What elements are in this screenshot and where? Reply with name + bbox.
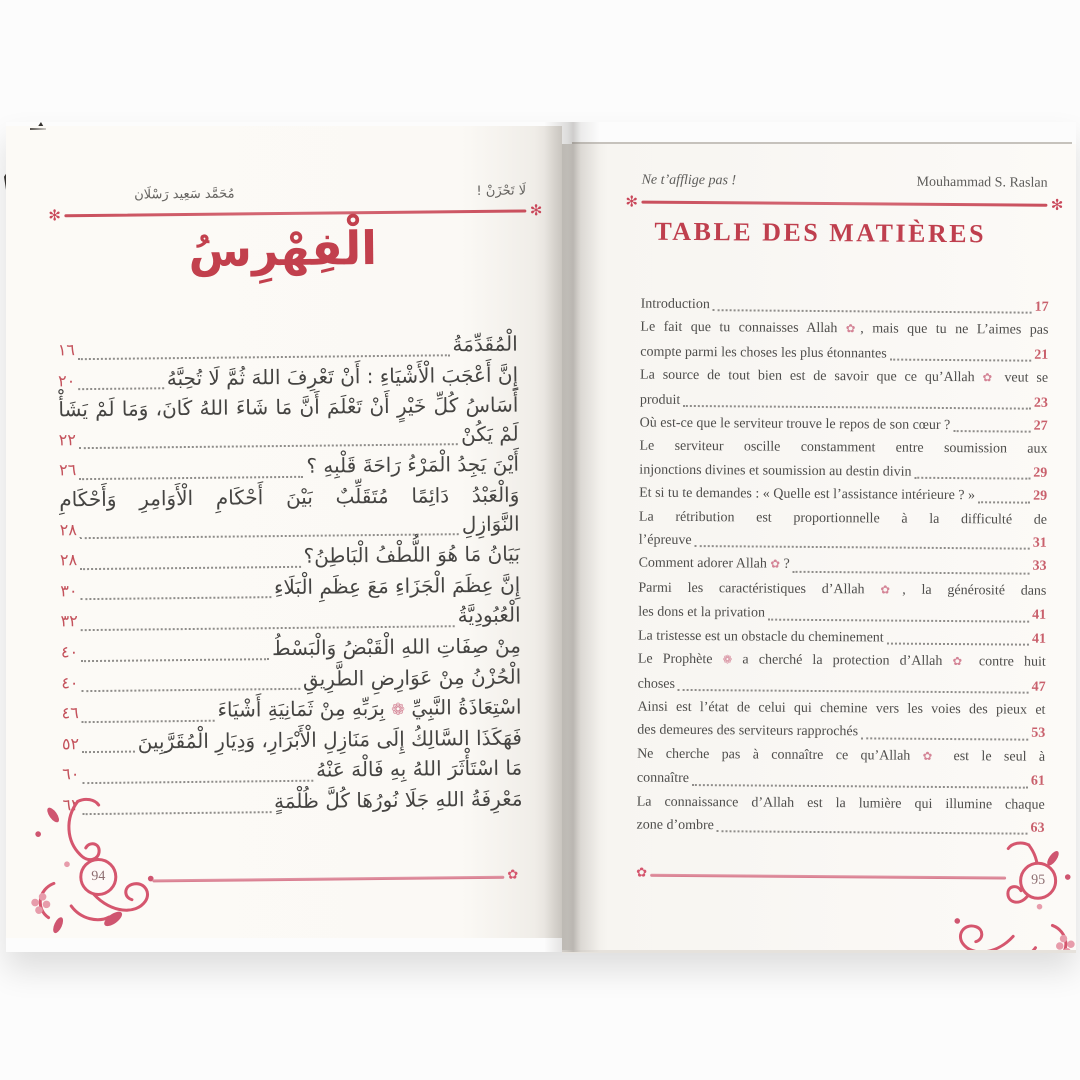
toc-entry-line	[59, 509, 519, 544]
toc-page-number: 31	[1032, 535, 1047, 551]
toc-entry-text: بَيَانُ مَا هُوَ اللُّطْفُ الْبَاطِنُ؟	[303, 541, 521, 568]
toc-entry-text: La connaissance d’Allah est la lumière qui illumine chaque	[636, 794, 1045, 813]
dotted-leader	[78, 354, 450, 360]
toc-entry-text: الْمُقَدِّمَةُ	[452, 331, 518, 357]
toc-entry-text: مَعْرِفَةُ اللهِ جَلَا نُورُهَا كُلَّ ظُلْمَةٍ	[273, 786, 523, 814]
header-rule	[625, 192, 1064, 214]
toc-entry-text: Le serviteur oscille constamment entre soumission aux	[639, 439, 1048, 458]
toc-page-number: 27	[1033, 418, 1048, 434]
toc-page-number: ١٦	[57, 340, 76, 360]
toc-page-number: ٢٨	[59, 519, 77, 539]
toc-entry-line	[638, 672, 1046, 699]
toc-entry-line	[641, 293, 1049, 320]
dotted-leader	[80, 566, 300, 570]
toc-entry-line	[59, 481, 519, 514]
toc-entry-line	[58, 360, 518, 395]
dotted-leader	[861, 737, 1028, 740]
toc-page-number: ٢٦	[58, 460, 77, 480]
floral-flourish	[929, 835, 1076, 953]
toc-entry-line	[58, 330, 518, 365]
toc-entry-text: produit	[639, 392, 681, 408]
open-book	[6, 122, 1076, 952]
toc-entry-line	[638, 624, 1046, 651]
toc-entry-line	[640, 388, 1048, 415]
book-spine-shadow	[544, 122, 600, 952]
toc-page-number: ٤٠	[61, 672, 79, 692]
toc-entry-text: Où est-ce que le serviteur trouve le repos de son cœur ?	[639, 415, 951, 434]
toc-page-number: ٢٨	[59, 550, 78, 570]
toc-entry-text: Introduction	[640, 296, 710, 313]
toc-entry-text: La source de tout bien est de savoir que ce qu’Allah ✿ veut se	[640, 367, 1049, 387]
toc-entry-line	[61, 693, 521, 728]
toc-entry-line	[59, 450, 519, 485]
left-page-header	[64, 183, 526, 203]
footer-rule	[152, 867, 519, 883]
toc-entry-text: connaître	[636, 770, 690, 787]
toc-entry-line	[637, 742, 1045, 770]
dotted-leader	[81, 625, 455, 631]
rule-ornament-icon: ✻	[529, 201, 543, 220]
toc-entry-text: Ainsi est l’état de celui qui chemine vers les voies des pieux et	[637, 699, 1046, 718]
right-page-header	[642, 173, 1048, 192]
toc-entry-line	[640, 340, 1048, 367]
left-header-author: مُحَمَّد سَعِيد رَسْلَان	[134, 186, 235, 203]
toc-entry-line	[640, 412, 1048, 439]
line-flower-icon: ✿	[636, 865, 648, 881]
toc-entry-line	[639, 529, 1047, 556]
toc-page-number: 41	[1031, 631, 1047, 647]
dotted-leader	[79, 444, 458, 450]
toc-entry-line	[638, 576, 1046, 604]
french-toc-list	[636, 293, 1048, 841]
toc-entry-line	[60, 570, 520, 605]
toc-entry-text: اسْتِعَاذَةُ النَّبِيِّ ❁ بِرَبِّهِ مِنْ ثَمَانِيَةِ أَشْيَاءَ	[217, 694, 522, 722]
toc-page-number: 61	[1030, 773, 1045, 789]
toc-page-number: ٣٢	[60, 611, 78, 631]
toc-entry-text: les dons et la privation	[638, 604, 766, 621]
dotted-leader	[692, 784, 1028, 789]
toc-entry-text: injonctions divines et soumission au destin divin	[639, 462, 912, 480]
allah-symbol-icon: ✿	[770, 559, 781, 572]
toc-entry-line	[59, 419, 519, 454]
dotted-leader	[81, 596, 272, 600]
dotted-leader	[82, 751, 135, 754]
toc-entry-text: des demeures des serviteurs rapprochés	[637, 722, 859, 740]
toc-entry-text: Le fait que tu connaisses Allah ✿, mais que tu ne L’aimes pas	[640, 320, 1049, 339]
right-page	[562, 144, 1076, 953]
dotted-leader	[793, 571, 1030, 575]
dotted-leader	[80, 533, 459, 539]
allah-symbol-icon: ✿	[922, 750, 942, 763]
toc-entry-line	[62, 723, 522, 758]
toc-page-number: 63	[1030, 820, 1045, 836]
toc-page-number: 41	[1032, 607, 1047, 624]
rule-ornament-icon: ✻	[48, 206, 62, 225]
page-number-left: 94	[79, 858, 117, 896]
toc-page-number: 47	[1031, 679, 1046, 695]
toc-entry-text: وَالْعَبْدُ دَائِمًا مُتَقَلِّبٌ بَيْنَ أَحْكَامِ الْأَوَامِرِ وَأَحْكَامِ	[59, 482, 520, 512]
toc-entry-line	[637, 719, 1045, 746]
allah-symbol-icon: ✿	[845, 323, 861, 336]
dotted-leader	[713, 310, 1032, 315]
toc-entry-text: l’épreuve	[638, 532, 692, 549]
toc-entry-line	[639, 482, 1047, 509]
toc-page-number: ٣٠	[60, 580, 78, 601]
right-page-title: TABLE DES MATIÈRES	[654, 216, 987, 249]
arabic-toc-list	[58, 330, 523, 820]
toc-entry-line	[640, 316, 1048, 344]
toc-page-number: 53	[1031, 725, 1046, 742]
left-header-book-title: لَا تَحْزَنْ !	[476, 183, 527, 199]
dotted-leader	[78, 387, 164, 390]
toc-entry-text: Parmi les caractéristiques d’Allah ✿, la générosité dans	[638, 580, 1047, 599]
page-top-edge	[30, 128, 46, 130]
line-flower-icon: ✿	[507, 867, 519, 883]
toc-entry-text: الْعُبُودِيَّةُ	[457, 602, 521, 628]
dotted-leader	[678, 689, 1029, 694]
toc-entry-text: أَسَاسُ كُلِّ خَيْرٍ أَنْ تَعْلَمَ أَنَّ مَا شَاءَ اللهُ كَانَ، وَمَا لَمْ يَشَأْ	[58, 392, 519, 422]
toc-entry-line	[637, 695, 1045, 722]
toc-entry-text: فَهَكَذَا السَّالِكُ إِلَى مَنَازِلِ الْأَبْرَارِ، وَدِيَارِ الْمُقَرَّبِينَ	[137, 725, 522, 754]
toc-entry-text: أَيْنَ يَجِدُ الْمَرْءُ رَاحَةَ قَلْبِهِ ؟	[306, 451, 520, 479]
toc-page-number: ٢٢	[58, 429, 77, 450]
allah-symbol-icon: ✿	[952, 656, 969, 669]
toc-entry-line	[60, 540, 520, 575]
page-top-edge	[572, 142, 1072, 144]
toc-entry-text: La tristesse est un obstacle du cheminement	[637, 628, 884, 646]
dotted-leader	[82, 688, 301, 692]
prophet-symbol-icon: ❁	[722, 654, 733, 667]
toc-page-number: 23	[1033, 395, 1048, 411]
toc-page-number: ٤٦	[61, 703, 79, 723]
allah-symbol-icon: ✿	[880, 584, 903, 597]
toc-entry-text: الْحُزْنُ مِنْ عَوَارِضِ الطَّرِيقِ	[302, 664, 522, 691]
toc-entry-line	[61, 631, 521, 666]
toc-entry-line	[58, 391, 518, 424]
toc-entry-line	[637, 767, 1045, 794]
dotted-leader	[81, 658, 269, 662]
dotted-leader	[890, 359, 1032, 362]
toc-page-number: ٢٠	[58, 370, 76, 390]
toc-page-number: 29	[1033, 465, 1048, 481]
toc-entry-line	[60, 601, 520, 636]
toc-entry-text: إِنَّ عِظَمَ الْجَزَاءِ مَعَ عِظَمِ الْبَلَاءِ	[273, 572, 521, 599]
toc-entry-line	[61, 662, 521, 697]
right-header-book-title: Ne t’afflige pas !	[641, 172, 737, 189]
left-page	[6, 126, 562, 938]
dotted-leader	[887, 643, 1029, 646]
dotted-leader	[768, 618, 1029, 622]
toc-entry-text: Comment adorer Allah ✿ ?	[638, 556, 790, 573]
toc-entry-text: Ne cherche pas à connaître ce qu’Allah ✿ est le seul à	[637, 746, 1046, 765]
prophet-symbol-icon: ❁	[391, 699, 406, 720]
toc-page-number: 17	[1034, 299, 1049, 315]
page-number-right: 95	[1019, 862, 1057, 900]
toc-page-number: 33	[1032, 559, 1047, 575]
toc-page-number: 29	[1033, 488, 1048, 505]
toc-entry-text: النَّوَازِلِ	[461, 511, 520, 536]
allah-symbol-icon: ✿	[982, 372, 997, 385]
toc-entry-text: La rétribution est proportionnelle à la difficulté de	[638, 509, 1048, 528]
dotted-leader	[978, 501, 1030, 503]
toc-page-number: ٥٢	[61, 733, 80, 754]
dotted-leader	[683, 405, 1031, 410]
toc-entry-text: zone d’ombre	[636, 817, 714, 834]
left-page-title: الْفِهْرِسُ	[188, 221, 378, 277]
toc-entry-text: مِنْ صِفَاتِ اللهِ الْقَبْضُ وَالْبَسْطُ	[271, 633, 522, 661]
toc-entry-line	[639, 505, 1047, 532]
toc-entry-text: Le Prophète ❁ a cherché la protection d’Allah ✿ contre huit	[637, 651, 1046, 670]
dotted-leader	[82, 719, 215, 722]
dotted-leader	[79, 476, 303, 480]
toc-entry-line	[638, 552, 1046, 580]
toc-page-number: ٦٢	[62, 795, 80, 815]
rule-ornament-icon: ✻	[1050, 195, 1064, 214]
toc-entry-text: compte parmi les choses les plus étonnantes	[640, 344, 887, 362]
toc-entry-line	[640, 364, 1048, 392]
rule-ornament-icon: ✻	[625, 192, 639, 211]
dotted-leader	[914, 477, 1030, 480]
toc-page-number: ٤٠	[60, 642, 79, 662]
toc-page-number: 21	[1034, 347, 1049, 363]
toc-entry-text: لَمْ يَكُنْ	[460, 421, 519, 446]
dotted-leader	[82, 780, 313, 784]
toc-entry-line	[637, 790, 1045, 817]
dotted-leader	[953, 430, 1030, 433]
toc-page-number: ٦٠	[62, 764, 80, 784]
right-header-author: Mouhammad S. Raslan	[916, 174, 1048, 191]
header-rule	[48, 201, 543, 225]
toc-entry-text: choses	[637, 676, 676, 692]
toc-entry-line	[62, 754, 522, 789]
dotted-leader	[695, 545, 1030, 550]
toc-entry-text: مَا اسْتَأْثَرَ اللهُ بِهِ فَالْهَ عَنْهُ	[315, 755, 523, 782]
toc-entry-line	[638, 648, 1046, 676]
toc-entry-text: Et si tu te demandes : « Quelle est l’assistance intérieure ? »	[639, 485, 976, 504]
toc-entry-line	[638, 601, 1046, 628]
toc-entry-text: إِنَّ أَعْجَبَ الْأَشْيَاءِ : أَنْ تَعْرِفَ اللهَ ثُمَّ لَا تُحِبَّهُ	[166, 362, 519, 390]
toc-entry-line	[639, 435, 1047, 462]
toc-entry-line	[639, 458, 1047, 485]
